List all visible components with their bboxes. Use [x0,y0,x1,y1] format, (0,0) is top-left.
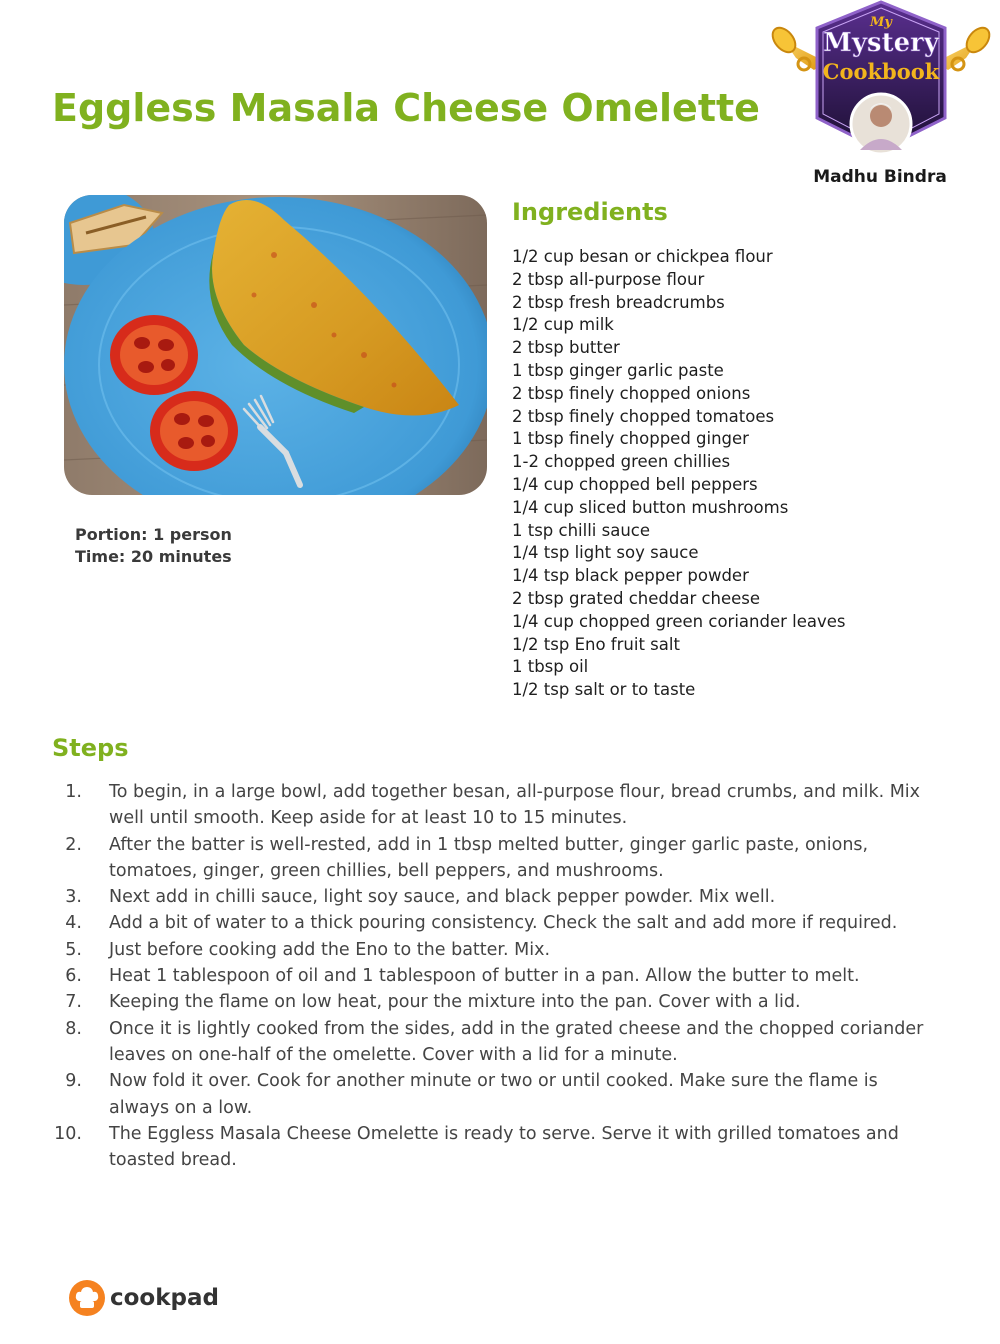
badge-line1: My [870,15,892,30]
ingredient-item: 2 tbsp grated cheddar cheese [512,588,761,608]
tomato-icon [150,391,238,471]
ingredient-item: 1/4 cup chopped green coriander leaves [512,611,846,631]
ingredient-item: 1 tbsp finely chopped ginger [512,429,749,449]
step-item [52,1068,932,1121]
step-item [52,1016,932,1069]
ingredient-item: 2 tbsp finely chopped onions [512,383,751,403]
step-text: Keeping the flame on low heat, pour the mixture into the pan. Cover with a lid. [109,992,801,1013]
step-number: 8. [65,1018,82,1039]
portion: Portion: 1 person [75,525,232,544]
ingredient-item: 1 tbsp oil [512,657,589,677]
ingredient-item: 2 tbsp butter [512,338,620,358]
step-text: The Eggless Masala Cheese Omelette is ready to serve. Serve it with grilled tomatoes and toasted bread. [109,1123,899,1171]
step-text: After the batter is well-rested, add in 1 tbsp melted butter, ginger garlic paste, onions, tomatoes, ginger, green chillies, bell peppers, and mushrooms. [109,834,869,881]
step-text: Add a bit of water to a thick pouring consistency. Check the salt and add more if required. [109,913,898,934]
badge-line3: Cookbook [822,59,940,84]
step-number: 2. [65,834,82,855]
step-text: To begin, in a large bowl, add together besan, all-purpose flour, bread crumbs, and milk. Mix well until smooth. Keep aside for at least 10 to 15 minutes. [109,782,921,829]
chef-hat-icon [68,1279,106,1317]
step-item [52,989,932,1015]
step-number: 5. [65,939,82,960]
step-text: Just before cooking add the Eno to the batter. Mix. [109,939,551,960]
ingredient-item: 1 tsp chilli sauce [512,520,651,540]
step-item [52,910,932,936]
steps-list [52,779,932,1173]
ingredient-item: 1/4 tsp light soy sauce [512,543,699,563]
step-number: 10. [54,1123,82,1144]
step-item [52,963,932,989]
step-number: 9. [65,1071,82,1092]
badge-line2: Mystery [823,28,939,58]
ingredient-item: 1/2 cup besan or chickpea flour [512,247,773,266]
ingredient-item: 1-2 chopped green chillies [512,452,731,472]
step-item [52,884,932,910]
cookpad-logo[interactable] [68,1279,219,1317]
trumpet-left-icon [770,23,820,70]
ingredient-item: 1/4 cup chopped bell peppers [512,474,758,494]
steps-heading: Steps [52,734,129,762]
ingredient-item: 2 tbsp all-purpose flour [512,269,705,289]
badge-graphic [770,0,992,170]
ingredient-item: 1/2 tsp Eno fruit salt [512,634,680,654]
step-text: Once it is lightly cooked from the sides, add in the grated cheese and the chopped coriander leaves on one-half of the omelette. Cover with a lid for a minute. [109,1018,924,1065]
step-number: 6. [65,966,82,987]
cook-time: Time: 20 minutes [75,547,232,566]
ingredient-item: 2 tbsp fresh breadcrumbs [512,292,725,312]
step-number: 4. [65,913,82,934]
recipe-title: Eggless Masala Cheese Omelette [52,86,760,130]
step-item [52,779,932,832]
author-name: Madhu Bindra [813,167,947,187]
step-text: Next add in chilli sauce, light soy sauce, and black pepper powder. Mix well. [109,887,776,908]
tomato-icon [110,315,198,395]
ingredient-item: 2 tbsp finely chopped tomatoes [512,406,775,426]
dish-photo [64,195,487,495]
ingredients-list [512,246,846,702]
step-number: 7. [65,992,82,1013]
trumpet-right-icon [942,23,992,70]
ingredient-item: 1/2 tsp salt or to taste [512,680,696,700]
ingredient-item: 1/2 cup milk [512,315,614,335]
step-text: Heat 1 tablespoon of oil and 1 tablespoon of butter in a pan. Allow the butter to melt. [109,966,860,987]
step-text: Now fold it over. Cook for another minute or two or until cooked. Make sure the flame is always on a low. [109,1071,878,1118]
recipe-meta [75,524,232,568]
ingredients-heading: Ingredients [512,198,668,226]
ingredient-item: 1 tbsp ginger garlic paste [512,360,724,380]
cookpad-wordmark: cookpad [110,1285,219,1311]
step-item [52,832,932,885]
ingredient-item: 1/4 cup sliced button mushrooms [512,497,789,517]
step-number: 1. [65,782,82,802]
step-item [52,937,932,963]
step-item [52,1121,932,1174]
mystery-cookbook-badge [770,0,992,170]
ingredient-item: 1/4 tsp black pepper powder [512,566,749,586]
step-number: 3. [65,887,82,908]
